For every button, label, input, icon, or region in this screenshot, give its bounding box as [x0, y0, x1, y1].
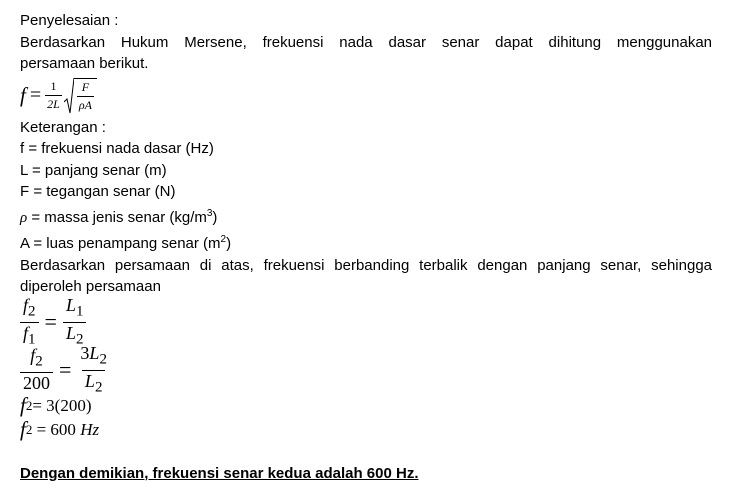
coef-numerator: 1 [50, 79, 57, 93]
coef-denominator: 2L [47, 97, 60, 111]
legend-L: L = panjang senar (m) [20, 161, 167, 179]
step1-var: f [20, 393, 26, 417]
ratio2-equals: = [59, 356, 72, 382]
ratio1-right [63, 295, 87, 348]
legend-A-close: ) [226, 235, 232, 252]
legend-title: Keterangan : [20, 118, 106, 136]
ratio2-left [20, 345, 53, 394]
legend-F: F = tegangan senar (N) [20, 183, 176, 200]
radicand-denominator: ρA [78, 97, 92, 112]
ratio2-den: 200 [20, 372, 53, 394]
step-2 [20, 418, 712, 442]
radicand-numerator: F [81, 79, 90, 94]
ratio2-rnum-coef: 3 [80, 342, 90, 363]
step1-sub: 2 [25, 397, 33, 413]
legend-A [20, 229, 712, 255]
step2-var: f [20, 417, 26, 441]
ratio1-rnum-sub: 1 [75, 303, 84, 320]
legend-f: f = frekuensi nada dasar (Hz) [20, 140, 214, 157]
legend-rho-close: ) [212, 208, 218, 226]
ratio1-left [20, 295, 39, 348]
ratio2-right [77, 343, 110, 396]
formula-lhs: f [20, 83, 26, 107]
step1-rest: = 3(200) [32, 395, 92, 415]
ratio1-rnum-var: L [65, 294, 76, 315]
step-1 [20, 394, 712, 418]
ratio2-rden-sub: 2 [94, 379, 103, 396]
rho-symbol: ρ [20, 209, 28, 226]
square-root [64, 78, 97, 114]
ratio2-rnum-sub: 2 [99, 351, 107, 368]
relation-line-1: Berdasarkan persamaan di atas, frekuensi berbanding terbalik dengan panjang senar, sehingga [20, 256, 712, 274]
legend-A-text: A = luas penampang senar (m [20, 235, 221, 252]
relation-line-2: diperoleh persamaan [20, 278, 161, 295]
ratio2-rnum-var: L [89, 342, 100, 363]
radicand [77, 80, 94, 114]
ratio1-num-var: f [23, 294, 29, 315]
ratio1-rden-sub: 2 [75, 331, 84, 348]
ratio1-den-var: f [23, 322, 29, 343]
step2-sub: 2 [25, 421, 33, 437]
legend-rho [20, 203, 712, 230]
conclusion: Dengan demikian, frekuensi senar kedua adalah 600 Hz. [20, 464, 419, 482]
ratio2-num-var: f [30, 345, 36, 366]
ratio1-den-sub: 1 [28, 331, 36, 348]
ratio2-rden-var: L [84, 370, 95, 391]
ratio1-num-sub: 2 [28, 303, 36, 320]
formula-equals: = [29, 84, 42, 106]
intro-line-2: persamaan berikut. [20, 55, 149, 72]
legend-rho-text: = massa jenis senar (kg/m [27, 208, 207, 226]
heading: Penyelesaian : [20, 12, 119, 29]
legend-rho-exponent: 3 [206, 207, 213, 219]
radical-sign-icon [64, 78, 74, 114]
mersenne-formula [20, 75, 712, 117]
formula-coefficient [45, 79, 62, 112]
ratio1-rden-var: L [65, 322, 76, 343]
intro-line-1: Berdasarkan Hukum Mersene, frekuensi nada dasar senar dapat dihitung menggunakan [20, 33, 712, 51]
step2-rest: = 600 [32, 419, 81, 439]
ratio2-num-sub: 2 [35, 353, 43, 370]
ratio1-equals: = [44, 308, 57, 334]
ratio-equation-2 [20, 342, 712, 396]
ratio-equation-1 [20, 294, 712, 348]
legend-A-exponent: 2 [220, 234, 227, 245]
step2-unit: Hz [80, 419, 100, 439]
solution-document [20, 10, 712, 484]
